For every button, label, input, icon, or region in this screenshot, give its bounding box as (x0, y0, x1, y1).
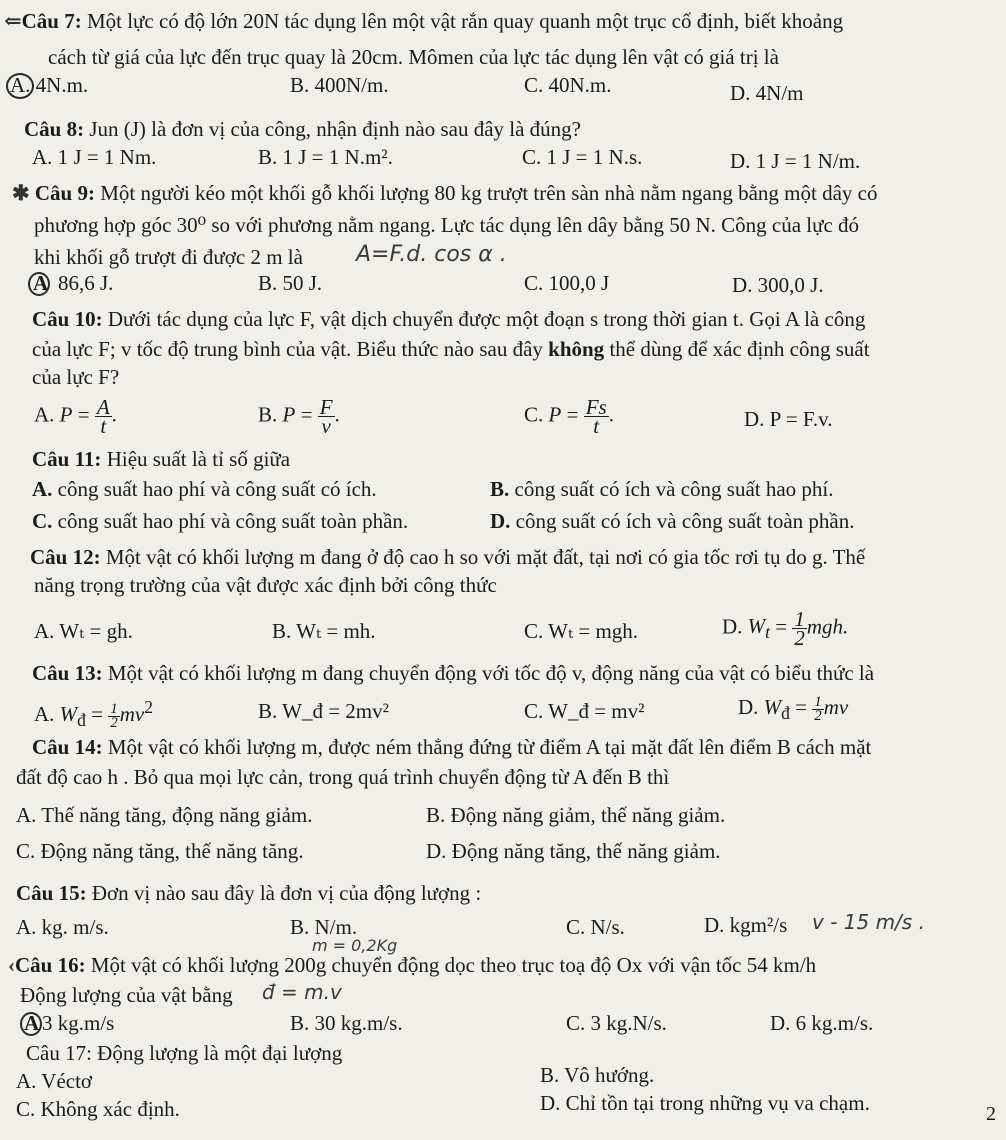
question-7-text-1: Một lực có độ lớn 20N tác dụng lên một vật rắn quay quanh một trục cố định, biết khoảng (86, 9, 844, 33)
q15-handwriting-2: v - 15 m/s . (812, 910, 925, 934)
arrow-mark-icon: ⇐ (4, 9, 22, 33)
question-16 (8, 952, 816, 978)
question-15-title: Câu 15: (16, 881, 87, 905)
q10-option-c-label: C. (524, 402, 544, 427)
question-7-title: Câu 7: (21, 9, 82, 33)
q14-option-d: D. Động năng tăng, thế năng giảm. (426, 839, 721, 863)
question-15 (16, 880, 481, 906)
q8-option-b: B. 1 J = 1 N.m². (258, 145, 393, 169)
q7-option-b: B. 400N/m. (290, 73, 389, 97)
q16-option-b: B. 30 kg.m/s. (290, 1011, 403, 1035)
question-17-title: Câu 17: (26, 1041, 92, 1065)
q17-option-a: A. Véctơ (16, 1069, 93, 1093)
q12-option-d: D. $W_t$ = $\frac{1}{2}$ mgh. (722, 607, 849, 650)
q13-option-a: A. $W_đ$ = $\frac{1}{2}$ $mv^2$ (34, 697, 154, 731)
question-13-text: Một vật có khối lượng m đang chuyển động với tốc độ v, động năng của vật có biểu thức là (107, 661, 875, 685)
q14-option-a: A. Thế năng tăng, động năng giảm. (16, 803, 313, 827)
question-10-text-2b: không (548, 337, 605, 361)
question-12 (30, 544, 865, 570)
question-14-text-2: đất độ cao h . Bỏ qua mọi lực cản, trong quá trình chuyển động từ A đến B thì (16, 765, 670, 789)
q10-option-a: A. P = $\frac{A}{t}$ . (34, 395, 117, 438)
question-10-text-2 (32, 336, 870, 362)
q8-option-c: C. 1 J = 1 N.s. (522, 145, 643, 169)
question-12-text-2: năng trọng trường của vật được xác định bởi công thức (34, 573, 497, 597)
q7-option-c: C. 40N.m. (524, 73, 612, 97)
q12-option-a: A. Wₜ = gh. (34, 619, 133, 643)
q11-option-c-text: công suất hao phí và công suất toàn phần. (57, 509, 409, 533)
q15-option-a: A. kg. m/s. (16, 915, 109, 939)
question-9-text-3: khi khối gỗ trượt đi được 2 m là (34, 245, 303, 269)
q15-option-d: D. kgm²/s (704, 913, 788, 937)
q17-option-c: C. Không xác định. (16, 1097, 180, 1121)
question-17 (26, 1040, 342, 1066)
question-9-text-2: phương hợp góc 30⁰ so với phương nằm ngang. Lực tác dụng lên dây bằng 50 N. Công của lực đó (34, 213, 860, 237)
q12-option-b: B. Wₜ = mh. (272, 619, 376, 643)
question-8-title: Câu 8: (24, 117, 85, 141)
q11-option-a: A. công suất hao phí và công suất có ích. (32, 477, 377, 501)
question-11-text: Hiệu suất là tỉ số giữa (106, 447, 291, 471)
question-14-title: Câu 14: (32, 735, 103, 759)
question-13-title: Câu 13: (32, 661, 103, 685)
q10-option-c: C. P = $\frac{Fs}{t}$ . (524, 395, 614, 438)
question-9 (12, 180, 877, 206)
question-10-text-3: của lực F? (32, 365, 120, 389)
question-16-text-1: Một vật có khối lượng 200g chuyển động dọc theo trục toạ độ Ox với vận tốc 54 km/h (90, 953, 817, 977)
question-14 (32, 734, 871, 760)
question-15-text: Đơn vị nào sau đây là đơn vị của động lượng : (91, 881, 482, 905)
question-10 (32, 306, 865, 332)
q11-option-a-text: công suất hao phí và công suất có ích. (57, 477, 377, 501)
q12-option-c: C. Wₜ = mgh. (524, 619, 639, 643)
q10-option-b: B. P = $\frac{F}{v}$ . (258, 395, 340, 438)
q9-option-d: D. 300,0 J. (732, 273, 824, 297)
q12-option-d-label: D. (722, 614, 743, 639)
star-mark-icon: ✱ (12, 181, 30, 205)
question-10-text-2c: thể dùng để xác định công suất (609, 337, 870, 361)
q9-option-b: B. 50 J. (258, 271, 323, 295)
question-7-text-2: cách từ giá của lực đến trục quay là 20cm. Mômen của lực tác dụng lên vật có giá trị là (48, 45, 779, 69)
q13-option-a-label: A. (34, 702, 55, 726)
q16-option-c: C. 3 kg.N/s. (566, 1011, 667, 1035)
question-8 (24, 116, 581, 142)
arrow-mark-icon: ‹ (8, 953, 15, 977)
q11-option-b: B. công suất có ích và công suất hao phí. (490, 477, 834, 501)
question-17-text: Động lượng là một đại lượng (97, 1041, 343, 1065)
question-14-text-1: Một vật có khối lượng m, được ném thẳng đứng từ điểm A tại mặt đất lên điểm B cách mặt (107, 735, 872, 759)
question-10-text-1: Dưới tác dụng của lực F, vật dịch chuyển được một đoạn s trong thời gian t. Gọi A là công (107, 307, 866, 331)
question-9-title: Câu 9: (34, 181, 95, 205)
question-12-text-1: Một vật có khối lượng m đang ở độ cao h so với mặt đất, tại nơi có gia tốc rơi tụ do g. Thế (105, 545, 866, 569)
q9-option-a: 86,6 J. (58, 271, 114, 295)
question-13 (32, 660, 874, 686)
q14-option-b: B. Động năng giảm, thế năng giảm. (426, 803, 726, 827)
q16-option-a-letter: A (24, 1011, 40, 1035)
q11-option-c: C. công suất hao phí và công suất toàn phần. (32, 509, 409, 533)
q9-option-a-letter: A (33, 271, 49, 295)
q15-option-b: B. N/m. (290, 915, 358, 939)
question-11 (32, 446, 290, 472)
q11-option-d-text: công suất có ích và công suất toàn phần. (515, 509, 855, 533)
q17-option-d: D. Chỉ tồn tại trong những vụ va chạm. (540, 1091, 870, 1115)
question-16-title: Câu 16: (15, 953, 86, 977)
q10-option-b-label: B. (258, 402, 278, 427)
question-10-text-2a: của lực F; v tốc độ trung bình của vật. Biểu thức nào sau đây (32, 337, 543, 361)
question-7 (4, 8, 843, 34)
q13-option-c: C. W_đ = mv² (524, 699, 645, 723)
q13-option-b: B. W_đ = 2mv² (258, 699, 389, 723)
q16-option-a: 3 kg.m/s (42, 1011, 115, 1035)
q11-option-d: D. công suất có ích và công suất toàn phần. (490, 509, 855, 533)
q15-handwriting-1: m = 0,2Kg (312, 936, 398, 955)
q16-handwriting: đ = m.v (262, 980, 342, 1004)
q11-option-b-text: công suất có ích và công suất hao phí. (514, 477, 834, 501)
q13-option-d-label: D. (738, 695, 759, 719)
q9-option-c: C. 100,0 J (524, 271, 610, 295)
q15-option-c: C. N/s. (566, 915, 625, 939)
q13-option-d: D. $W_đ$ = $\frac{1}{2}$ mv (738, 693, 849, 724)
question-12-title: Câu 12: (30, 545, 101, 569)
q9-handwriting: A=F.d. cos α . (356, 242, 507, 267)
q16-option-d: D. 6 kg.m/s. (770, 1011, 874, 1035)
q14-option-c: C. Động năng tăng, thế năng tăng. (16, 839, 304, 863)
question-16-text-2: Động lượng của vật bằng (20, 983, 233, 1007)
q7-option-d: D. 4N/m (730, 81, 804, 105)
q7-option-a: A. 4N.m. (10, 73, 89, 97)
question-8-text: Jun (J) là đơn vị của công, nhận định nào sau đây là đúng? (89, 117, 581, 141)
page-number: 2 (986, 1103, 996, 1125)
q8-option-a: A. 1 J = 1 Nm. (32, 145, 157, 169)
question-9-text-1: Một người kéo một khối gỗ khối lượng 80 kg trượt trên sàn nhà nằm ngang bằng một dây có (100, 181, 878, 205)
q8-option-d: D. 1 J = 1 N/m. (730, 149, 861, 173)
q17-option-b: B. Vô hướng. (540, 1063, 655, 1087)
q10-option-d: D. P = F.v. (744, 407, 833, 431)
q10-option-a-label: A. (34, 402, 55, 427)
question-10-title: Câu 10: (32, 307, 103, 331)
question-11-title: Câu 11: (32, 447, 102, 471)
